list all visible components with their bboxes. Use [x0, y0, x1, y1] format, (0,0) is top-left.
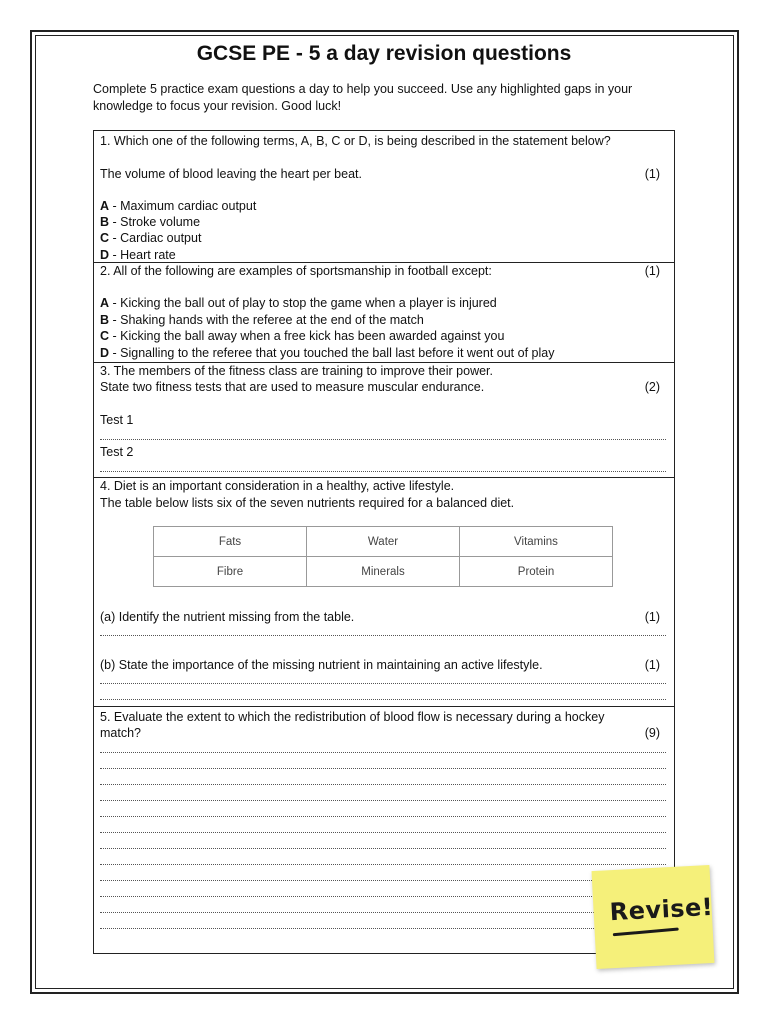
answer-line[interactable]	[100, 848, 666, 849]
answer-line[interactable]	[100, 880, 666, 881]
page-title: GCSE PE - 5 a day revision questions	[196, 42, 572, 65]
question-3-marks: (2)	[644, 380, 660, 394]
option-a: A - Kicking the ball out of play to stop the game when a player is injured	[100, 296, 497, 310]
question-4a-marks: (1)	[644, 610, 660, 624]
question-2-text: 2. All of the following are examples of sportsmanship in football except:	[100, 264, 492, 278]
question-5-text: 5. Evaluate the extent to which the redistribution of blood flow is necessary during a hockey	[100, 710, 605, 724]
answer-line[interactable]	[100, 896, 666, 897]
question-1-text: 1. Which one of the following terms, A, B, C or D, is being described in the statement below?	[100, 134, 611, 148]
sticky-note-underline	[613, 928, 679, 937]
sticky-note-text: Revise!	[608, 892, 714, 927]
answer-line[interactable]	[100, 699, 666, 700]
question-5-marks: (9)	[644, 726, 660, 740]
question-3-instruction: State two fitness tests that are used to measure muscular endurance.	[100, 380, 485, 394]
question-1-box	[93, 130, 675, 263]
table-cell: Minerals	[307, 557, 460, 587]
answer-line[interactable]	[100, 784, 666, 785]
table-cell: Water	[307, 527, 460, 557]
question-4b-text: (b) State the importance of the missing nutrient in maintaining an active lifestyle.	[100, 658, 543, 672]
option-c: C - Cardiac output	[100, 231, 202, 245]
option-c: C - Kicking the ball away when a free kick has been awarded against you	[100, 329, 505, 343]
question-5-box	[93, 707, 675, 954]
question-2-marks: (1)	[644, 264, 660, 278]
answer-line[interactable]	[100, 768, 666, 769]
answer-line[interactable]	[100, 471, 666, 472]
question-4b-marks: (1)	[644, 658, 660, 672]
question-1-marks: (1)	[644, 167, 660, 181]
answer-line[interactable]	[100, 864, 666, 865]
option-b: B - Shaking hands with the referee at the end of the match	[100, 313, 424, 327]
table-cell: Fats	[154, 527, 307, 557]
question-4-text: 4. Diet is an important consideration in a healthy, active lifestyle.	[100, 479, 455, 493]
answer-line[interactable]	[100, 928, 666, 929]
question-3-box	[93, 363, 675, 478]
table-cell: Vitamins	[460, 527, 613, 557]
answer-line[interactable]	[100, 683, 666, 684]
question-4a-text: (a) Identify the nutrient missing from the table.	[100, 610, 355, 624]
answer-line[interactable]	[100, 816, 666, 817]
question-4-instruction: The table below lists six of the seven nutrients required for a balanced diet.	[100, 496, 515, 510]
question-5-text-cont: match?	[100, 726, 141, 740]
option-a: A - Maximum cardiac output	[100, 199, 257, 213]
answer-line[interactable]	[100, 635, 666, 636]
answer-line[interactable]	[100, 800, 666, 801]
question-1-statement: The volume of blood leaving the heart per beat.	[100, 167, 362, 181]
answer-line[interactable]	[100, 912, 666, 913]
answer-line[interactable]	[100, 832, 666, 833]
option-d: D - Signalling to the referee that you touched the ball last before it went out of play	[100, 346, 555, 360]
table-cell: Protein	[460, 557, 613, 587]
test-1-label: Test 1	[100, 413, 134, 427]
answer-line[interactable]	[100, 752, 666, 753]
option-b: B - Stroke volume	[100, 215, 201, 229]
intro-text: Complete 5 practice exam questions a day to help you succeed. Use any highlighted gaps in your knowledge to focus your revision. Good luck!	[93, 82, 633, 113]
question-3-text: 3. The members of the fitness class are training to improve their power.	[100, 364, 494, 378]
question-2-box	[93, 263, 675, 363]
question-4-box	[93, 478, 675, 707]
test-2-label: Test 2	[100, 445, 134, 459]
revise-sticky-note	[592, 865, 715, 969]
nutrient-table	[153, 526, 613, 587]
table-cell: Fibre	[154, 557, 307, 587]
answer-line[interactable]	[100, 439, 666, 440]
option-d: D - Heart rate	[100, 248, 176, 262]
